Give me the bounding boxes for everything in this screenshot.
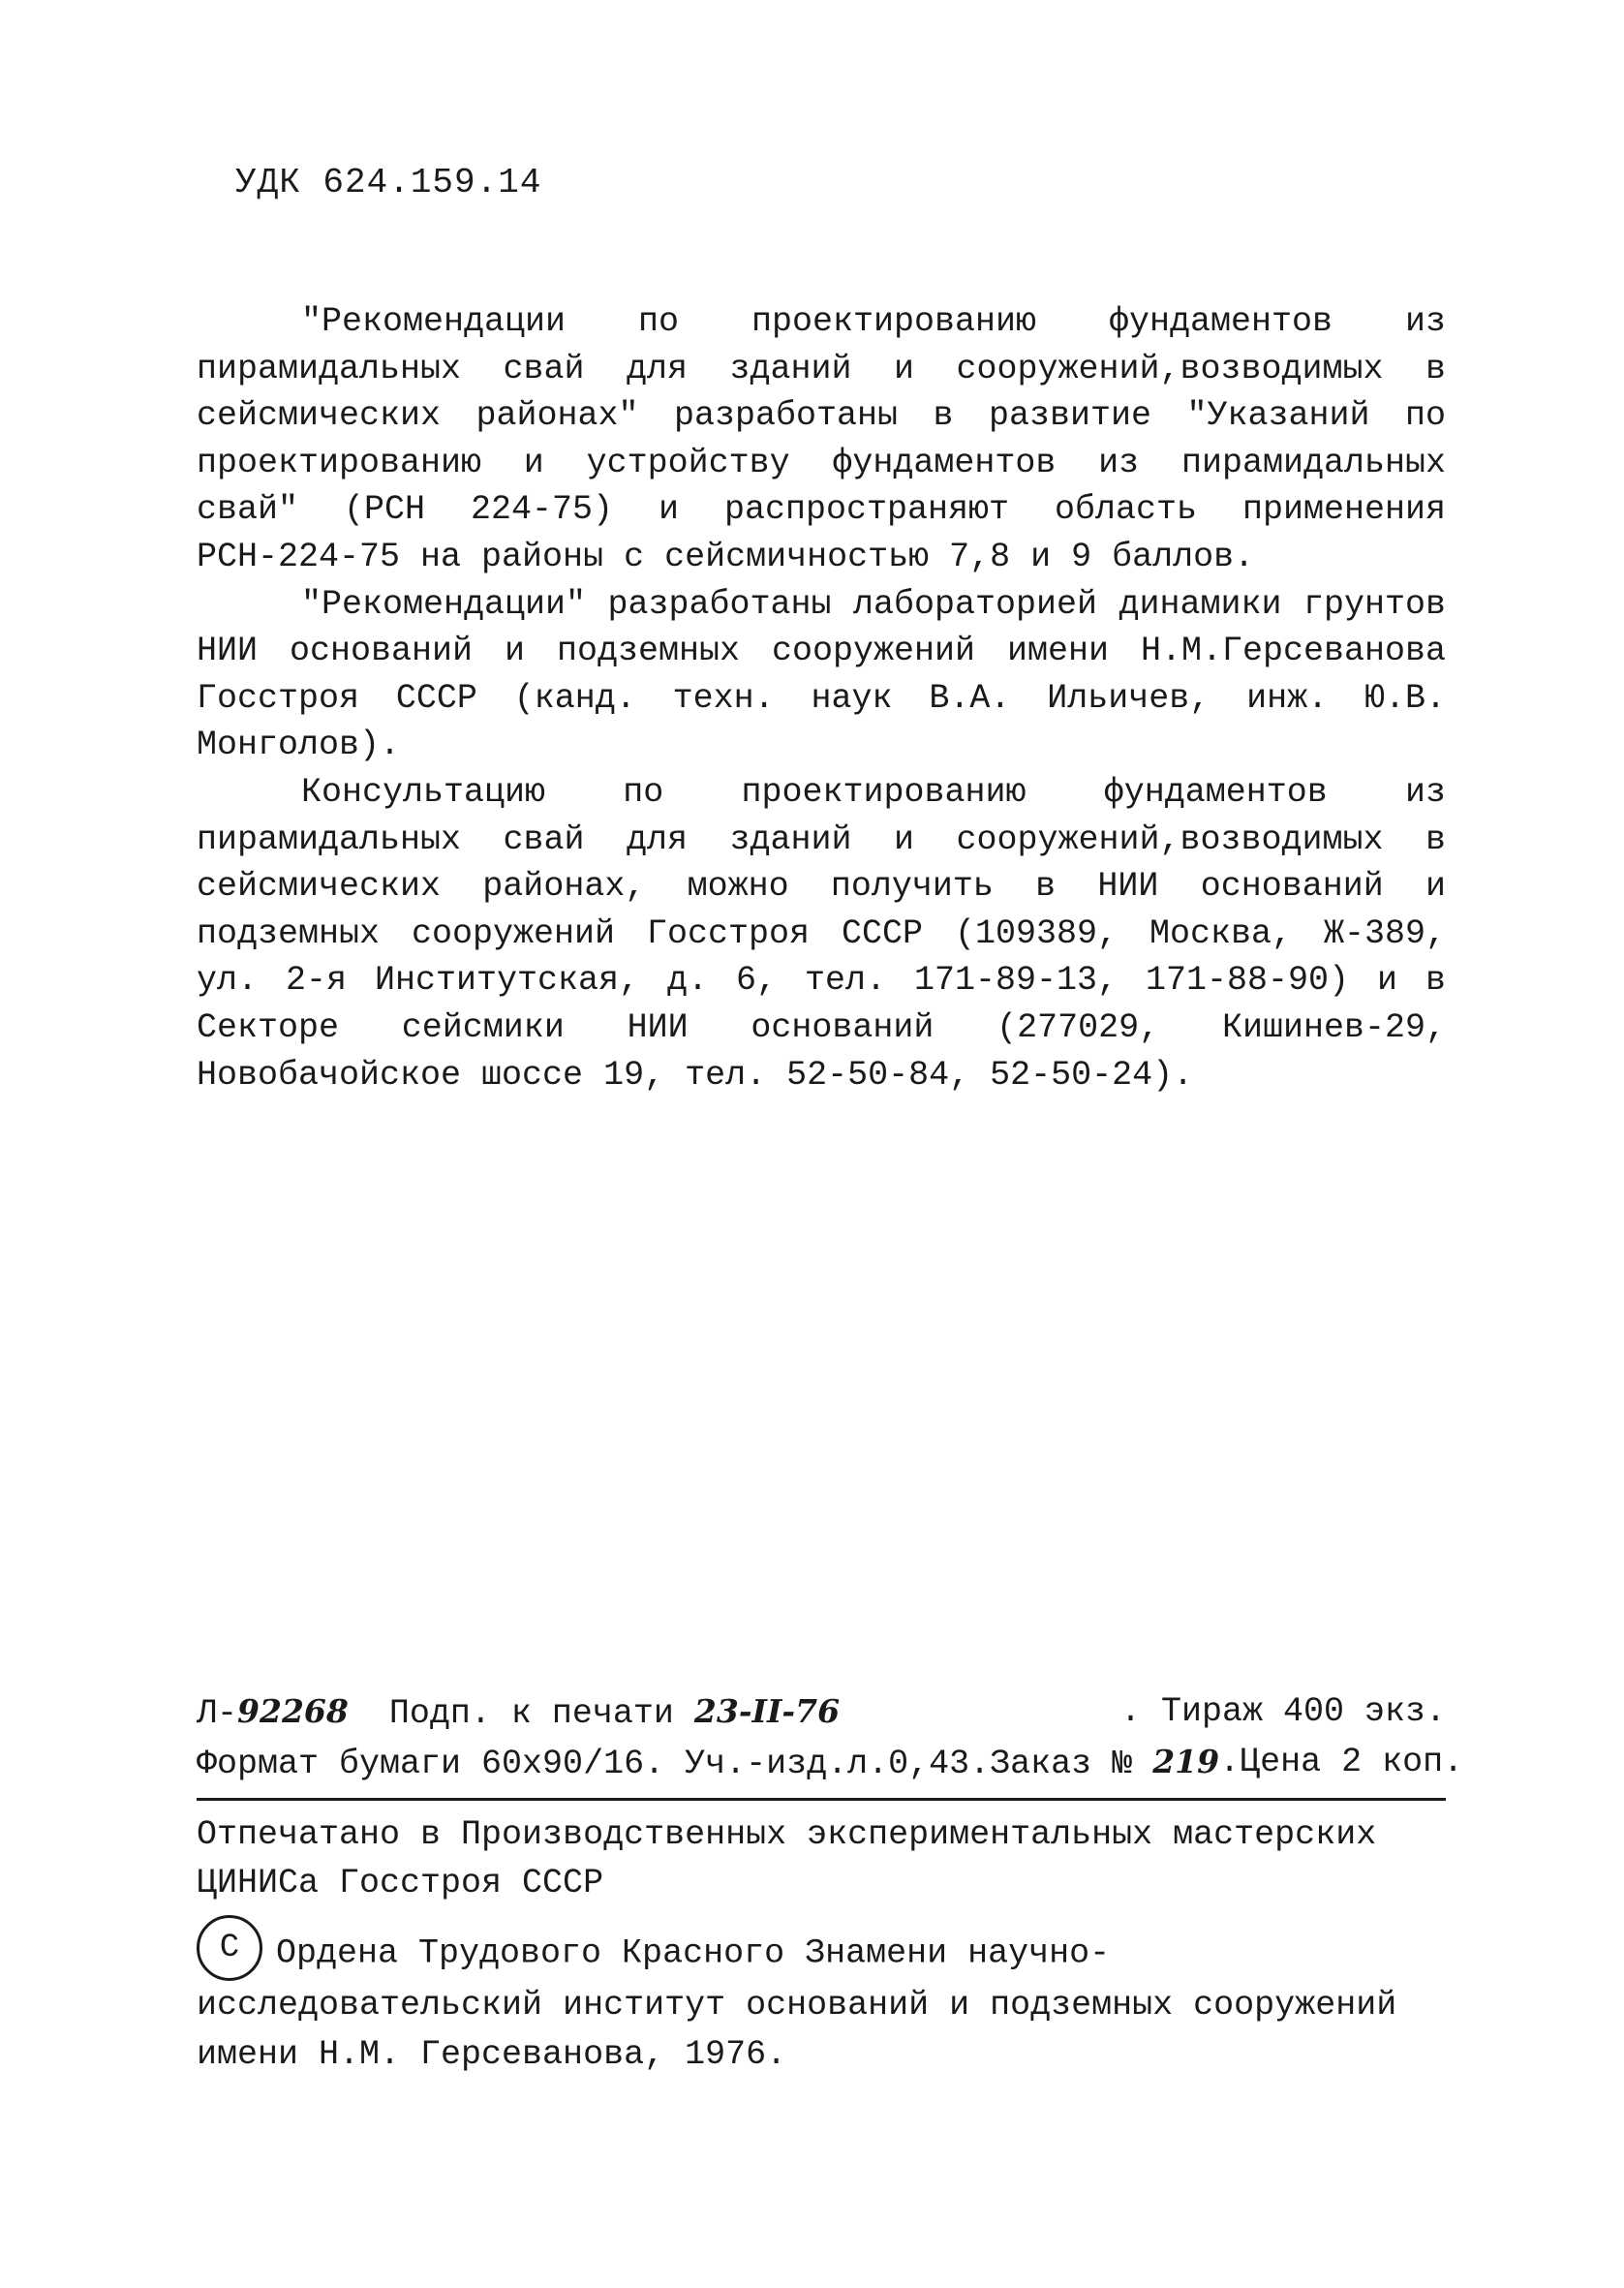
circulation: . Тираж 400 экз.: [1119, 1692, 1446, 1731]
imprint-line-2: [197, 1738, 1464, 1788]
paper-format: Формат бумаги 60х90/16. Уч.-изд.л.0,43.Заказ №: [197, 1745, 1133, 1783]
paragraph-developers: "Рекомендации" разработаны лабораторией динамики грунтов НИИ оснований и подземных сооружений имени Н.М.Герсеванова Госстроя СССР (канд. техн. наук В.А. Ильичев, инж. Ю.В. Монголов).: [197, 584, 1446, 765]
license-number: 92268: [237, 1692, 349, 1730]
copyright-text: Ордена Трудового Красного Знамени научно-исследовательский институт оснований и подземных сооружений имени Н.М. Герсеванова, 1976.: [197, 1933, 1397, 2074]
copyright-block: [197, 1925, 1446, 2080]
printed-by: Отпечатано в Производственных экспериментальных мастерских ЦИНИСа Госстроя СССР: [197, 1815, 1377, 1902]
udk-code: УДК 624.159.14: [235, 163, 542, 202]
signed-label: Подп. к печати: [388, 1694, 674, 1733]
license-prefix: Л-: [197, 1694, 238, 1733]
imprint-block: [197, 1687, 1464, 2080]
order-number: 219: [1152, 1743, 1220, 1780]
license-info: [197, 1687, 840, 1738]
imprint-line-1: [197, 1687, 1446, 1738]
format-info: [197, 1738, 1219, 1788]
signed-date: 23-II-76: [693, 1692, 841, 1730]
copyright-icon: С: [197, 1915, 262, 1981]
price: .Цена 2 коп.: [1219, 1743, 1464, 1781]
paragraph-consultation: Консультацию по проектированию фундаментов из пирамидальных свай для зданий и сооружений,возводимых в сейсмических районах, можно получить в НИИ оснований и подземных сооружений Госстроя СССР (109389, Москва, Ж-389, ул. 2-я Институтская, д. 6, тел. 171-89-13, 171-88-90) и в Секторе сейсмики НИИ оснований (277029, Кишинев-29, Новобачойское шоссе 19, тел. 52-50-84, 52-50-24).: [197, 772, 1446, 1095]
divider-rule: [197, 1798, 1446, 1801]
paragraph-recommendations-scope: "Рекомендации по проектированию фундаментов из пирамидальных свай для зданий и сооружений,возводимых в сейсмических районах" разработаны в развитие "Указаний по проектированию и устройству фундаментов из пирамидальных свай" (РСН 224-75) и распространяют область применения РСН-224-75 на районы с сейсмичностью 7,8 и 9 баллов.: [197, 302, 1446, 576]
main-text: [197, 298, 1446, 1098]
